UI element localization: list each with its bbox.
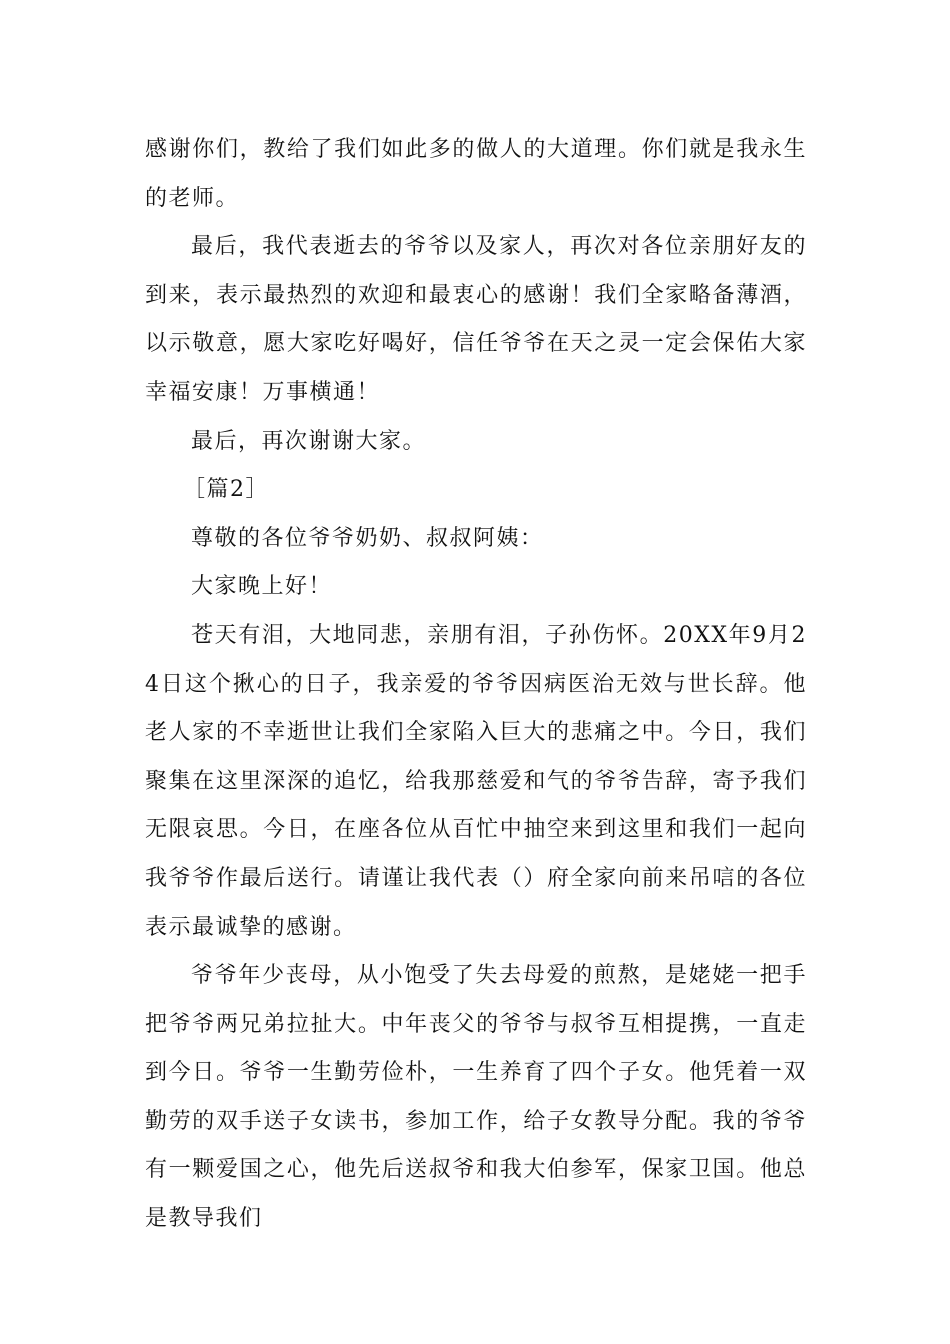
paragraph-thanks-teachers: 感谢你们，教给了我们如此多的做人的大道理。你们就是我永生的老师。 [145, 137, 807, 211]
section-label: ［篇2］ [183, 477, 269, 503]
paragraph-greeting: 大家晚上好！ [191, 574, 333, 600]
paragraph-salutation: 尊敬的各位爷爷奶奶、叔叔阿姨： [191, 525, 544, 551]
paragraph-final-thanks: 最后，再次谢谢大家。 [191, 428, 427, 454]
paragraph-life-story: 爷爷年少丧母，从小饱受了失去母爱的煎熬，是姥姥一把手把爷爷两兄弟拉扯大。中年丧父的爷爷与叔爷互相提携，一直走到今日。爷爷一生勤劳俭朴，一生养育了四个子女。他凭着一双勤劳的双手送子女读书，参加工作，给子女教导分配。我的爷爷有一颗爱国之心，他先后送叔爷和我大伯参军，保家卫国。他总是教导我们 [145, 963, 807, 1232]
document-body [145, 126, 807, 1244]
paragraph-closing-thanks: 最后，我代表逝去的爷爷以及家人，再次对各位亲朋好友的到来，表示最热烈的欢迎和最衷心的感谢！我们全家略备薄酒，以示敬意，愿大家吃好喝好，信任爷爷在天之灵一定会保佑大家幸福安康！万事横通！ [145, 234, 807, 405]
paragraph-opening: 苍天有泪，大地同悲，亲朋有泪，子孙伤怀。20XX年9月24日这个揪心的日子，我亲爱的爷爷因病医治无效与世长辞。他老人家的不幸逝世让我们全家陷入巨大的悲痛之中。今日，我们聚集在这里深深的追忆，给我那慈爱和气的爷爷告辞，寄予我们无限哀思。今日，在座各位从百忙中抽空来到这里和我们一起向我爷爷作最后送行。请谨让我代表（）府全家向前来吊唁的各位表示最诚挚的感谢。 [145, 622, 807, 940]
